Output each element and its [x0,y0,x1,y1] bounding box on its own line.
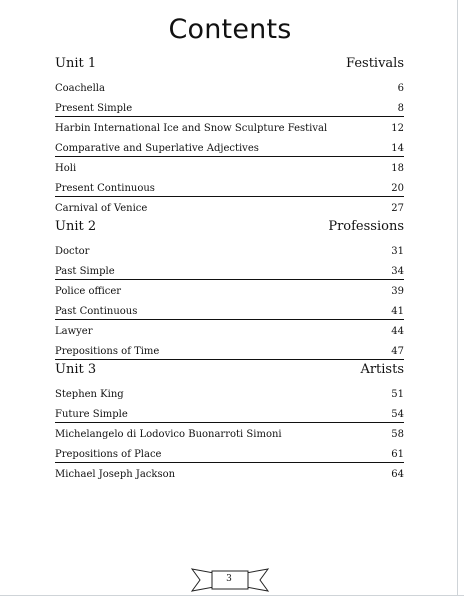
toc-entry[interactable] [55,117,404,137]
toc-entry-label: Comparative and Superlative Adjectives [55,143,259,154]
toc-entry-label: Harbin International Ice and Snow Sculpture Festival [55,123,328,134]
toc-entry-page: 61 [391,449,404,460]
toc-entry-grammar[interactable] [55,300,404,320]
unit-theme: Artists [360,362,404,377]
toc-entry[interactable] [55,463,404,483]
toc-entry-label: Coachella [55,83,105,94]
toc-entry-label: Prepositions of Time [55,346,160,357]
toc-entry-page: 34 [391,266,404,277]
toc-entry-page: 31 [391,246,404,257]
toc-entry[interactable] [55,240,404,260]
toc-entry[interactable] [55,197,404,217]
page-number: 3 [226,574,232,584]
toc-entry-page: 39 [391,286,404,297]
table-of-contents [55,54,404,483]
toc-entry[interactable] [55,157,404,177]
toc-entry[interactable] [55,423,404,443]
toc-entry-label: Present Continuous [55,183,155,194]
toc-entry-page: 44 [391,326,404,337]
toc-entry-grammar[interactable] [55,177,404,197]
toc-entry-label: Doctor [55,246,90,257]
unit-heading [55,217,404,240]
toc-entry-label: Police officer [55,286,122,297]
toc-entry-label: Holi [55,163,77,174]
toc-entry[interactable] [55,280,404,300]
toc-entry-page: 54 [391,409,404,420]
unit-label: Unit 1 [55,56,97,71]
unit-label: Unit 2 [55,219,97,234]
toc-entry-page: 18 [391,163,404,174]
toc-entry-page: 41 [391,306,404,317]
toc-entry-label: Stephen King [55,389,124,400]
toc-entry-page: 58 [391,429,404,440]
toc-entry-grammar[interactable] [55,443,404,463]
toc-entry-page: 47 [391,346,404,357]
toc-entry-label: Michael Joseph Jackson [55,469,176,480]
toc-entry[interactable] [55,383,404,403]
unit-heading [55,360,404,383]
toc-entry-page: 14 [391,143,404,154]
toc-entry-label: Michelangelo di Lodovico Buonarroti Simoni [55,429,282,440]
toc-entry-grammar[interactable] [55,340,404,360]
toc-entry-label: Future Simple [55,409,128,420]
toc-entry-page: 27 [391,203,404,214]
toc-entry[interactable] [55,77,404,97]
page-title: Contents [168,14,292,45]
toc-entry-label: Present Simple [55,103,133,114]
unit-heading [55,54,404,77]
page-edge [0,595,464,596]
toc-entry-grammar[interactable] [55,97,404,117]
toc-entry-label: Past Simple [55,266,115,277]
toc-entry-page: 12 [391,123,404,134]
toc-entry-grammar[interactable] [55,260,404,280]
toc-entry-grammar[interactable] [55,403,404,423]
page-number-footer [190,565,270,595]
toc-entry-page: 20 [391,183,404,194]
toc-entry-page: 8 [397,103,404,114]
toc-entry-page: 51 [391,389,404,400]
toc-entry-label: Past Continuous [55,306,138,317]
toc-entry-label: Carnival of Venice [55,203,148,214]
toc-entry-label: Prepositions of Place [55,449,162,460]
unit-label: Unit 3 [55,362,97,377]
unit-theme: Professions [328,219,404,234]
toc-entry-page: 6 [397,83,404,94]
toc-entry-label: Lawyer [55,326,93,337]
toc-entry[interactable] [55,320,404,340]
toc-entry-grammar[interactable] [55,137,404,157]
toc-entry-page: 64 [391,469,404,480]
unit-theme: Festivals [346,56,404,71]
page-edge [457,0,458,596]
